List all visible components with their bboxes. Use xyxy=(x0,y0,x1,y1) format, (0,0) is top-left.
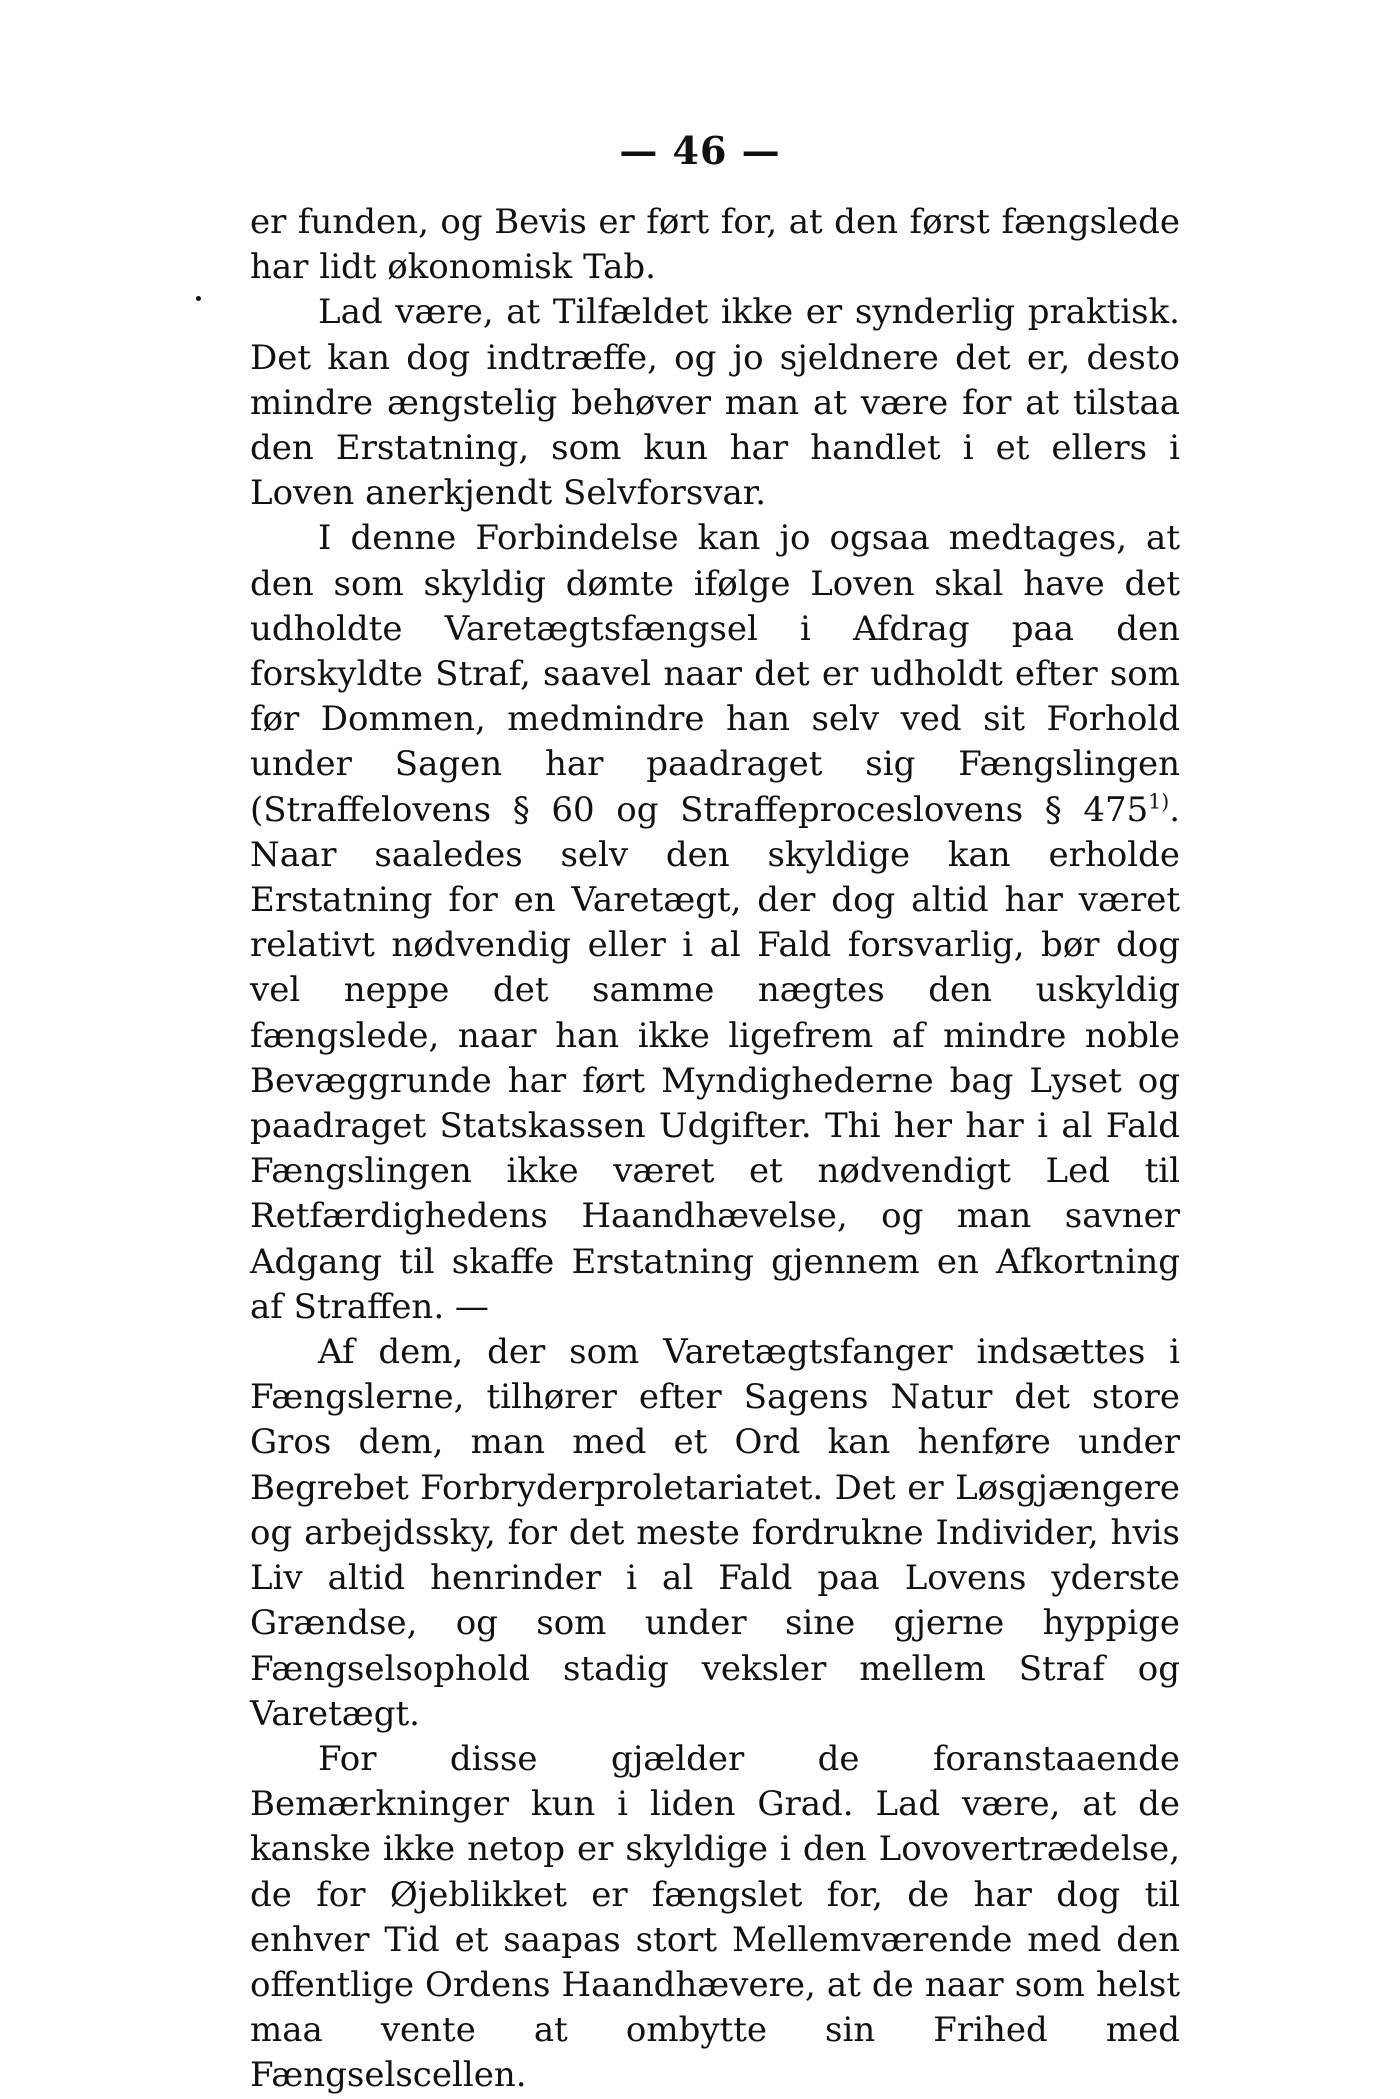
page-number: — 46 — xyxy=(619,128,781,173)
footnote-reference: 1) xyxy=(1148,789,1170,814)
paragraph-3-text-after-footnote: . Naar saaledes selv den skyldige kan erholde Erstatning for en Varetægt, der dog altid har været relativt nødvendig eller i al Fald forsvarlig, bør dog vel neppe det samme nægtes den uskyldig fængslede, naar han ikke ligefrem af mindre noble Bevæggrunde har ført Myndighederne bag Lyset og paadraget Statskassen Udgifter. Thi her har i al Fald Fængslingen ikke været et nødvendigt Led til Retfærdighedens Haandhævelse, og man savner Adgang til skaffe Erstatning gjennem en Afkortning af Straffen. — xyxy=(250,789,1180,1327)
paragraph-5: For disse gjælder de foranstaaende Bemærkninger kun i liden Grad. Lad være, at de kanske ikke netop er skyldige i den Lovovertrædelse, de for Øjeblikket er fængslet for, de har dog til enhver Tid et saapas stort Mellemværende med den offentlige Ordens Haandhævere, at de naar som helst maa vente at ombytte sin Frihed med Fængselscellen. xyxy=(250,1738,1180,2096)
paragraph-3 xyxy=(250,516,1180,1330)
paragraph-1: er funden, og Bevis er ført for, at den først fængslede har lidt økonomisk Tab. xyxy=(250,202,1180,288)
printing-speck xyxy=(196,296,201,301)
paragraph-4: Af dem, der som Varetægtsfanger indsættes i Fængslerne, tilhører efter Sagens Natur det store Gros dem, man med et Ord kan henføre under Begrebet Forbryderproletariatet. Det er Løsgjængere og arbejdssky, for det meste fordrukne Individer, hvis Liv altid henrinder i al Fald paa Lovens yderste Grændse, og som under sine gjerne hyppige Fængselsophold stadig veksler mellem Straf og Varetægt. xyxy=(250,1332,1180,1734)
paragraph-3-text-before-footnote: I denne Forbindelse kan jo ogsaa medtages, at den som skyldig dømte ifølge Loven skal have det udholdte Varetægtsfængsel i Afdrag paa den forskyldte Straf, saavel naar det er udholdt efter som før Dommen, medmindre han selv ved sit Forhold under Sagen har paadraget sig Fængslingen (Straffelovens § 60 og Straffeproceslovens § 475 xyxy=(250,518,1180,830)
body-text xyxy=(250,200,1180,2099)
paragraph-2: Lad være, at Tilfældet ikke er synderlig praktisk. Det kan dog indtræffe, og jo sjeldnere det er, desto mindre ængstelig behøver man at være for at tilstaa den Erstatning, som kun har handlet i et ellers i Loven anerkjendt Selvforsvar. xyxy=(250,292,1180,514)
